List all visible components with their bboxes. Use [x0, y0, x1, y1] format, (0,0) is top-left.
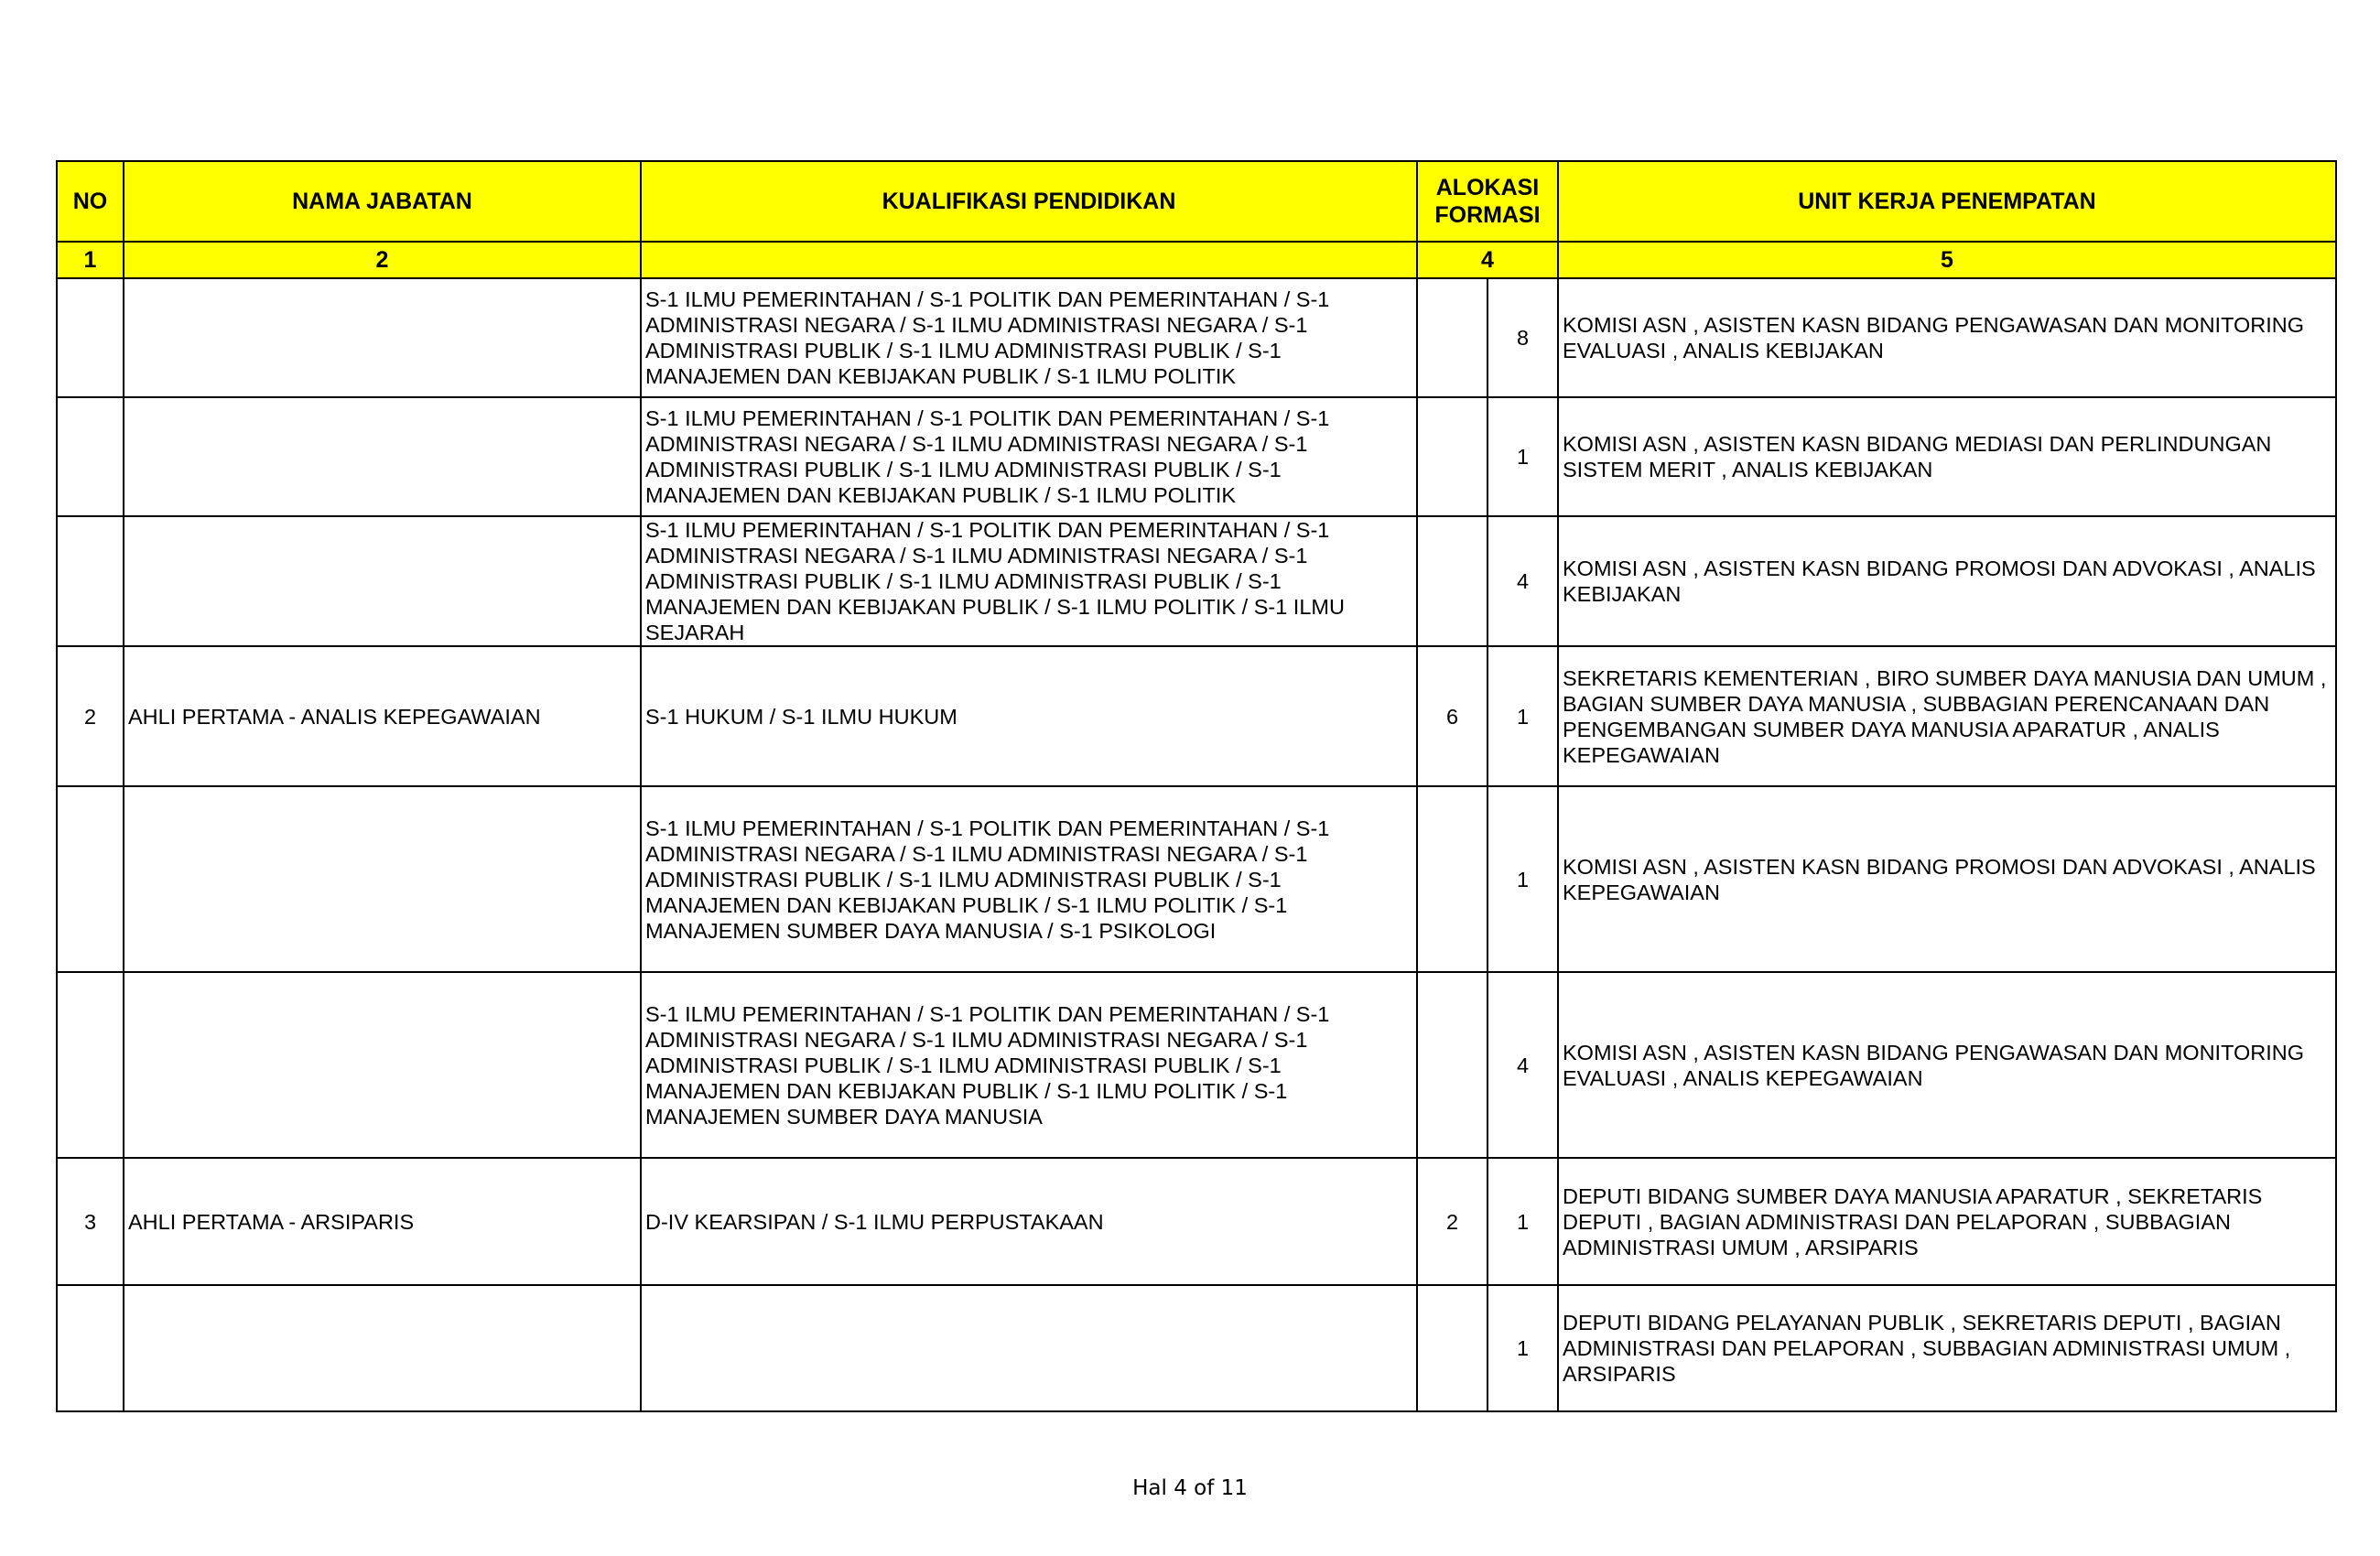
row-nama-jabatan — [124, 278, 641, 397]
row-kualifikasi — [641, 1285, 1417, 1411]
row-unit-kerja: KOMISI ASN , ASISTEN KASN BIDANG PENGAWASAN DAN MONITORING EVALUASI , ANALIS KEBIJAKAN — [1558, 278, 2336, 397]
row-alokasi-total — [1417, 1285, 1488, 1411]
table-row — [57, 1158, 2336, 1285]
header-row — [57, 161, 2336, 242]
row-kualifikasi: S-1 HUKUM / S-1 ILMU HUKUM — [641, 646, 1417, 786]
row-no — [57, 972, 124, 1158]
row-no: 2 — [57, 646, 124, 786]
row-alokasi-total — [1417, 516, 1488, 646]
row-kualifikasi: S-1 ILMU PEMERINTAHAN / S-1 POLITIK DAN PEMERINTAHAN / S-1 ADMINISTRASI NEGARA / S-1 ILMU ADMINISTRASI NEGARA / S-1 ADMINISTRASI PUBLIK / S-1 ILMU ADMINISTRASI PUBLIK / S-1 MANAJEMEN DAN KEBIJAKAN PUBLIK / S-1 ILMU POLITIK / S-1 MANAJEMEN SUMBER DAYA MANUSIA / S-1 PSIKOLOGI — [641, 786, 1417, 972]
column-number: 4 — [1417, 242, 1558, 278]
row-nama-jabatan — [124, 397, 641, 516]
table-row — [57, 646, 2336, 786]
row-alokasi-unit: 1 — [1488, 646, 1558, 786]
row-unit-kerja: SEKRETARIS KEMENTERIAN , BIRO SUMBER DAYA MANUSIA DAN UMUM , BAGIAN SUMBER DAYA MANUSIA , SUBBAGIAN PERENCANAAN DAN PENGEMBANGAN SUMBER DAYA MANUSIA APARATUR , ANALIS KEPEGAWAIAN — [1558, 646, 2336, 786]
column-number: 5 — [1558, 242, 2336, 278]
row-alokasi-total: 2 — [1417, 1158, 1488, 1285]
row-alokasi-unit: 1 — [1488, 397, 1558, 516]
column-number: 2 — [124, 242, 641, 278]
table-row — [57, 972, 2336, 1158]
row-unit-kerja: KOMISI ASN , ASISTEN KASN BIDANG PROMOSI DAN ADVOKASI , ANALIS KEBIJAKAN — [1558, 516, 2336, 646]
row-alokasi-unit: 1 — [1488, 786, 1558, 972]
table-row — [57, 1285, 2336, 1411]
row-no: 3 — [57, 1158, 124, 1285]
row-alokasi-total — [1417, 278, 1488, 397]
header-alokasi-formasi: ALOKASI FORMASI — [1417, 161, 1558, 242]
row-kualifikasi: D-IV KEARSIPAN / S-1 ILMU PERPUSTAKAAN — [641, 1158, 1417, 1285]
header-kualifikasi: KUALIFIKASI PENDIDIKAN — [641, 161, 1417, 242]
page-number: Hal 4 of 11 — [1132, 1476, 1248, 1500]
row-nama-jabatan: AHLI PERTAMA - ANALIS KEPEGAWAIAN — [124, 646, 641, 786]
header-no: NO — [57, 161, 124, 242]
row-kualifikasi: S-1 ILMU PEMERINTAHAN / S-1 POLITIK DAN PEMERINTAHAN / S-1 ADMINISTRASI NEGARA / S-1 ILMU ADMINISTRASI NEGARA / S-1 ADMINISTRASI PUBLIK / S-1 ILMU ADMINISTRASI PUBLIK / S-1 MANAJEMEN DAN KEBIJAKAN PUBLIK / S-1 ILMU POLITIK — [641, 278, 1417, 397]
row-kualifikasi: S-1 ILMU PEMERINTAHAN / S-1 POLITIK DAN PEMERINTAHAN / S-1 ADMINISTRASI NEGARA / S-1 ILMU ADMINISTRASI NEGARA / S-1 ADMINISTRASI PUBLIK / S-1 ILMU ADMINISTRASI PUBLIK / S-1 MANAJEMEN DAN KEBIJAKAN PUBLIK / S-1 ILMU POLITIK / S-1 MANAJEMEN SUMBER DAYA MANUSIA — [641, 972, 1417, 1158]
table-row — [57, 278, 2336, 397]
row-unit-kerja: DEPUTI BIDANG PELAYANAN PUBLIK , SEKRETARIS DEPUTI , BAGIAN ADMINISTRASI DAN PELAPORAN , SUBBAGIAN ADMINISTRASI UMUM , ARSIPARIS — [1558, 1285, 2336, 1411]
header-nama-jabatan: NAMA JABATAN — [124, 161, 641, 242]
row-alokasi-total — [1417, 397, 1488, 516]
column-number: 1 — [57, 242, 124, 278]
row-alokasi-total: 6 — [1417, 646, 1488, 786]
row-nama-jabatan — [124, 516, 641, 646]
formasi-table — [56, 160, 2337, 1412]
row-alokasi-total — [1417, 786, 1488, 972]
row-unit-kerja: KOMISI ASN , ASISTEN KASN BIDANG PENGAWASAN DAN MONITORING EVALUASI , ANALIS KEPEGAWAIAN — [1558, 972, 2336, 1158]
column-number — [641, 242, 1417, 278]
column-number-row — [57, 242, 2336, 278]
row-alokasi-unit: 8 — [1488, 278, 1558, 397]
row-alokasi-unit: 4 — [1488, 516, 1558, 646]
row-unit-kerja: KOMISI ASN , ASISTEN KASN BIDANG MEDIASI DAN PERLINDUNGAN SISTEM MERIT , ANALIS KEBIJAKAN — [1558, 397, 2336, 516]
row-nama-jabatan — [124, 786, 641, 972]
row-nama-jabatan — [124, 972, 641, 1158]
row-no — [57, 1285, 124, 1411]
table-row — [57, 516, 2336, 646]
row-nama-jabatan — [124, 1285, 641, 1411]
row-alokasi-total — [1417, 972, 1488, 1158]
row-nama-jabatan: AHLI PERTAMA - ARSIPARIS — [124, 1158, 641, 1285]
row-no — [57, 278, 124, 397]
header-unit-kerja: UNIT KERJA PENEMPATAN — [1558, 161, 2336, 242]
row-no — [57, 786, 124, 972]
row-no — [57, 516, 124, 646]
table-row — [57, 786, 2336, 972]
row-alokasi-unit: 1 — [1488, 1285, 1558, 1411]
row-kualifikasi: S-1 ILMU PEMERINTAHAN / S-1 POLITIK DAN PEMERINTAHAN / S-1 ADMINISTRASI NEGARA / S-1 ILMU ADMINISTRASI NEGARA / S-1 ADMINISTRASI PUBLIK / S-1 ILMU ADMINISTRASI PUBLIK / S-1 MANAJEMEN DAN KEBIJAKAN PUBLIK / S-1 ILMU POLITIK / S-1 ILMU SEJARAH — [641, 516, 1417, 646]
table-row — [57, 397, 2336, 516]
row-kualifikasi: S-1 ILMU PEMERINTAHAN / S-1 POLITIK DAN PEMERINTAHAN / S-1 ADMINISTRASI NEGARA / S-1 ILMU ADMINISTRASI NEGARA / S-1 ADMINISTRASI PUBLIK / S-1 ILMU ADMINISTRASI PUBLIK / S-1 MANAJEMEN DAN KEBIJAKAN PUBLIK / S-1 ILMU POLITIK — [641, 397, 1417, 516]
row-alokasi-unit: 1 — [1488, 1158, 1558, 1285]
row-alokasi-unit: 4 — [1488, 972, 1558, 1158]
row-unit-kerja: DEPUTI BIDANG SUMBER DAYA MANUSIA APARATUR , SEKRETARIS DEPUTI , BAGIAN ADMINISTRASI DAN PELAPORAN , SUBBAGIAN ADMINISTRASI UMUM , ARSIPARIS — [1558, 1158, 2336, 1285]
row-no — [57, 397, 124, 516]
row-unit-kerja: KOMISI ASN , ASISTEN KASN BIDANG PROMOSI DAN ADVOKASI , ANALIS KEPEGAWAIAN — [1558, 786, 2336, 972]
